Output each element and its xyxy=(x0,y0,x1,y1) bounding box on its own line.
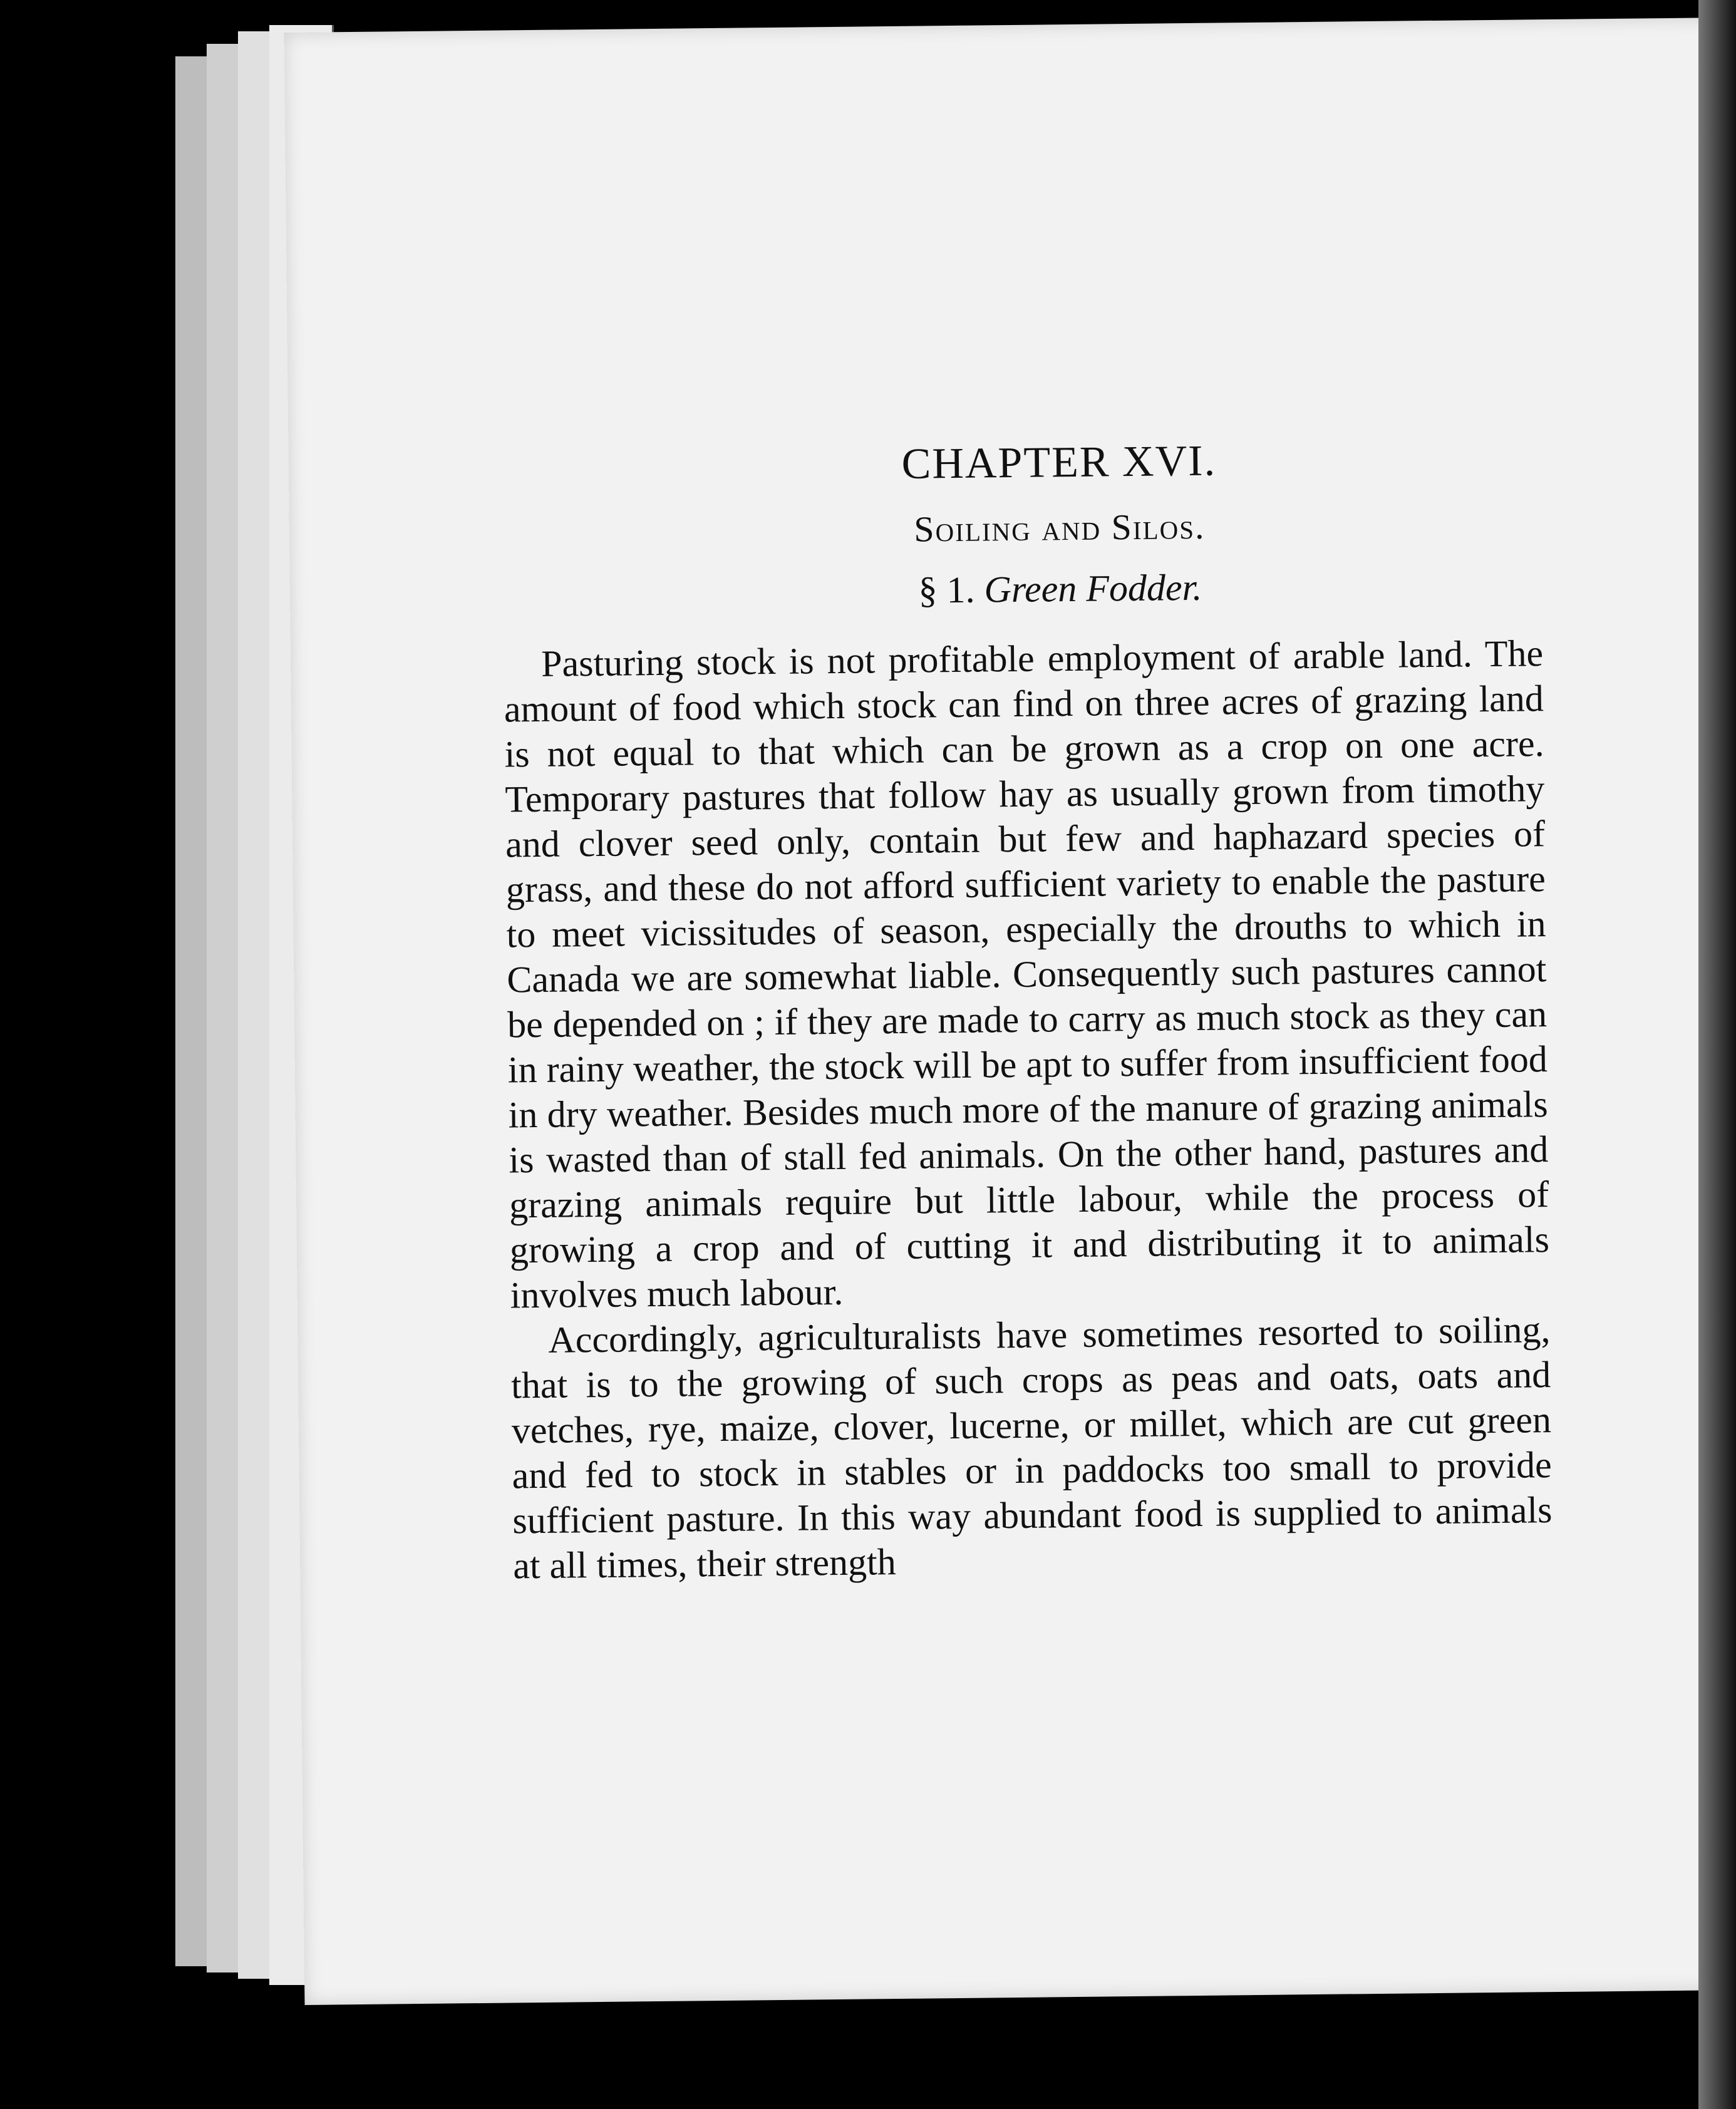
page-gutter-shadow xyxy=(1698,0,1736,2109)
subsection-title: Green Fodder. xyxy=(984,566,1202,611)
page-text xyxy=(501,433,1553,1588)
subsection-number: § 1. xyxy=(918,569,975,611)
chapter-heading: CHAPTER XVI. xyxy=(901,436,1217,488)
section-title: Soiling and Silos. xyxy=(914,505,1206,550)
subsection-heading xyxy=(503,562,1543,616)
book-page xyxy=(284,18,1736,2005)
paragraph: Pasturing stock is not profitable employment of arable land. The amount of food which stock can find on three acres of grazing land is not equal to that which can be grown as a crop on one acre. Temporary pastures that follow hay as usually grown from timothy and clover seed only, contain but few and haphazard species of grass, and these do not afford sufficient variety to enable the pasture to meet vicissitudes of season, especially the drouths to which in Canada we are somewhat liable. Consequently such pastures cannot be depended on ; if they are made to carry as much stock as they can in rainy weather, the stock will be apt to suffer from insufficient food in dry weather. Besides much more of the manure of grazing animals is wasted than of stall fed animals. On the other hand, pastures and grazing animals require but little labour, while the process of growing a crop and of cutting it and distributing it to animals involves much labour. xyxy=(504,632,1550,1316)
paragraph: Accordingly, agriculturalists have sometimes resorted to soiling, that is to the growing of such crops as peas and oats, oats and vetches, rye, maize, clover, lucerne, or millet, which are cut green and fed to stock in stables or in paddocks too small to provide sufficient pasture. In this way abundant food is supplied to animals at all times, their strength xyxy=(510,1309,1553,1587)
